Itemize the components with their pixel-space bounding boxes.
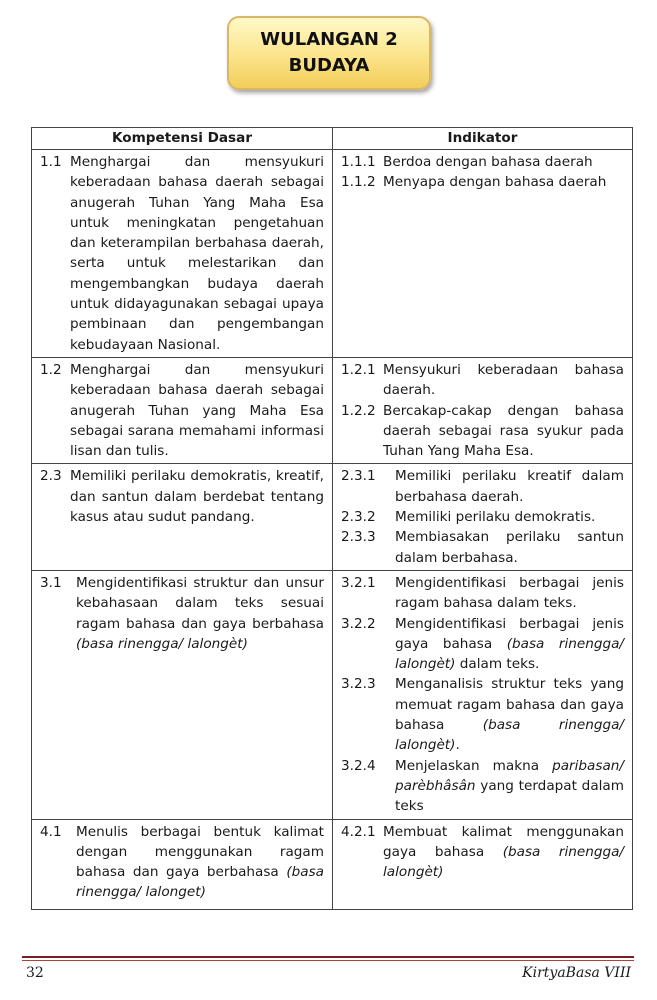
indicator-number: 1.2.1: [341, 361, 376, 378]
indicator-text: Memiliki perilaku kreatif dalam berbahasa daerah.: [395, 468, 624, 505]
indicator-text: Menyapa dengan bahasa daerah: [383, 174, 607, 191]
footer-divider: [22, 956, 634, 958]
indicator-text-italic: paribasan/ parèbhâsân: [395, 757, 624, 794]
indicator-item: [341, 401, 624, 462]
indicator-number: 3.2.4: [341, 757, 376, 774]
indicator-number: 3.2.2: [341, 615, 376, 632]
kd-text: Memiliki perilaku demokratis, kreatif, dan santun dalam berdebat tentang kasus atau sudut pandang.: [70, 468, 324, 526]
indicator-number: 4.2.1: [341, 823, 376, 840]
indicator-item: [341, 172, 624, 192]
table-row: [32, 150, 633, 358]
indicator-item: [341, 822, 624, 883]
indicator-item: [341, 614, 624, 675]
indicator-item: [341, 527, 624, 568]
kd-text: Menghargai dan mensyukuri keberadaan bahasa daerah sebagai anugerah Tuhan Yang Maha Esa untuk meningkatan pengetahuan dan keterampilan berbahasa daerah, serta untuk melestarikan dan mengembangkan budaya daerah untuk didayagunakan sebagai upaya pembinaan dan pengembangan kebudayaan Nasional.: [70, 154, 324, 353]
indicator-text: Menjelaskan makna: [395, 757, 540, 774]
indicator-number: 2.3.3: [341, 529, 376, 546]
header-kompetensi-dasar: Kompetensi Dasar: [32, 128, 333, 150]
indicator-item: [341, 507, 624, 527]
indicator-item: [341, 756, 624, 817]
kd-text: Menghargai dan mensyukuri keberadaan bahasa daerah sebagai anugerah Tuhan yang Maha Esa sebagai sarana memahami informasi lisan dan tulis.: [70, 361, 324, 460]
indicator-number: 2.3.2: [341, 509, 376, 526]
kd-text: Mengidentifikasi struktur dan unsur kebahasaan dalam teks sesuai ragam bahasa dan gaya berbahasa: [76, 574, 324, 632]
kd-item: [40, 466, 324, 527]
kd-number: 1.2: [40, 361, 62, 378]
kd-number: 3.1: [40, 574, 62, 591]
indicator-text: Berdoa dengan bahasa daerah: [383, 154, 593, 170]
kd-number: 4.1: [40, 823, 62, 840]
indicator-number: 1.2.2: [341, 402, 376, 419]
kd-item: [40, 360, 324, 461]
table-row: [32, 570, 633, 819]
indicator-text: Menganalisis struktur teks yang memuat ragam bahasa dan gaya bahasa: [395, 676, 624, 734]
table-header-row: [32, 128, 633, 150]
indicator-text-italic: (basa rinengga/ lalongèt): [383, 843, 624, 881]
indicator-text-tail: yang terdapat dalam teks: [395, 777, 624, 815]
indicator-text: Bercakap-cakap dengan bahasa daerah sebagai rasa syukur pada Tuhan Yang Maha Esa.: [383, 402, 624, 460]
competency-table: [31, 127, 633, 910]
chapter-title-box: [227, 16, 431, 90]
book-title: KirtyaBasa VIII: [522, 965, 631, 981]
kd-item: [40, 152, 324, 355]
indicator-item: [341, 360, 624, 401]
indicator-number: 2.3.1: [341, 468, 376, 485]
indicator-number: 1.1.2: [341, 174, 376, 191]
indicator-text-tail: .: [455, 737, 460, 754]
indicator-text: Membiasakan perilaku santun dalam berbahasa.: [395, 529, 624, 566]
kd-number: 2.3: [40, 468, 62, 485]
indicator-text-italic: (basa rinengga/ lalongèt): [395, 717, 624, 754]
header-indikator: Indikator: [333, 128, 633, 150]
indicator-item: [341, 152, 624, 172]
kd-number: 1.1: [40, 154, 62, 170]
kd-item: [40, 822, 324, 903]
indicator-text: Membuat kalimat menggunakan gaya bahasa: [383, 823, 624, 860]
indicator-number: 3.2.1: [341, 574, 376, 591]
indicator-number: 1.1.1: [341, 154, 376, 170]
indicator-item: [341, 674, 624, 755]
kd-text-italic: (basa rinengga/ lalongèt): [76, 635, 248, 652]
indicator-text: Mensyukuri keberadaan bahasa daerah.: [383, 361, 624, 399]
kd-text-italic: (basa rinengga/ lalonget): [76, 864, 324, 901]
indicator-text-tail: dalam teks.: [455, 656, 540, 673]
chapter-title: WULANGAN 2: [260, 29, 398, 50]
table-row: [32, 357, 633, 463]
indicator-number: 3.2.3: [341, 676, 376, 693]
page-number: 32: [26, 965, 44, 981]
table-row: [32, 464, 633, 570]
indicator-text: Mengidentifikasi berbagai jenis ragam bahasa dalam teks.: [395, 574, 624, 612]
indicator-item: [341, 466, 624, 507]
chapter-subtitle: BUDAYA: [288, 55, 370, 76]
indicator-item: [341, 573, 624, 614]
indicator-text: Memiliki perilaku demokratis.: [395, 509, 596, 526]
footer-divider-thin: [22, 960, 634, 961]
kd-text: Menulis berbagai bentuk kalimat dengan menggunakan ragam bahasa dan gaya berbahasa: [76, 823, 324, 881]
table-row: [32, 819, 633, 909]
indicator-text: Mengidentifikasi berbagai jenis gaya bahasa: [395, 615, 624, 652]
kd-item: [40, 573, 324, 654]
indicator-text-italic: (basa rinengga/ lalongèt): [395, 635, 624, 673]
